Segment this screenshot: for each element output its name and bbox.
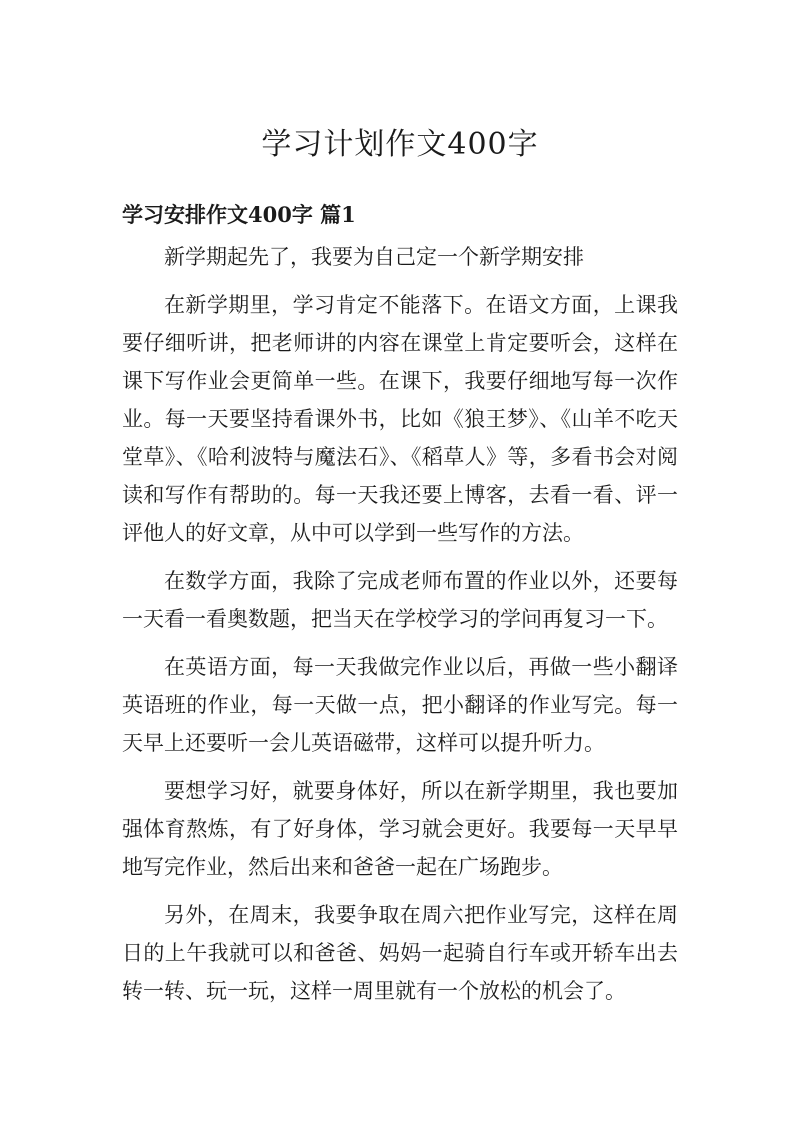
text-line: 评他人的好文章，从中可以学到一些写作的方法。 <box>122 521 584 545</box>
text-line: 天早上还要听一会儿英语磁带，这样可以提升听力。 <box>122 731 605 755</box>
paragraph <box>122 238 678 276</box>
text-line: 英语班的作业，每一天做一点，把小翻译的作业写完。每一 <box>122 693 678 717</box>
text-line: 课下写作业会更简单一些。在课下，我要仔细地写每一次作 <box>122 369 678 393</box>
text-line: 要想学习好，就要身体好，所以在新学期里，我也要加 <box>164 779 678 803</box>
paragraph <box>122 648 678 762</box>
text-line: 另外，在周末，我要争取在周六把作业写完，这样在周 <box>164 903 678 927</box>
section-heading: 学习安排作文400字 篇1 <box>122 202 356 227</box>
paragraph <box>122 896 678 1010</box>
text-line: 读和写作有帮助的。每一天我还要上博客，去看一看、评一 <box>122 483 678 507</box>
document-title: 学习计划作文400字 <box>261 127 539 162</box>
text-line: 堂草》、《哈利波特与魔法石》、《稻草人》等，多看书会对阅 <box>122 445 678 469</box>
text-line: 转一转、玩一玩，这样一周里就有一个放松的机会了。 <box>122 979 626 1003</box>
text-line: 地写完作业，然后出来和爸爸一起在广场跑步。 <box>122 855 563 879</box>
text-line: 在英语方面，每一天我做完作业以后，再做一些小翻译 <box>164 655 678 679</box>
paragraph <box>122 562 678 638</box>
text-line: 日的上午我就可以和爸爸、妈妈一起骑自行车或开轿车出去 <box>122 941 678 965</box>
text-line: 在新学期里，学习肯定不能落下。在语文方面，上课我 <box>164 293 678 317</box>
paragraph <box>122 772 678 886</box>
document-body <box>122 238 678 1020</box>
text-line: 在数学方面，我除了完成老师布置的作业以外，还要每 <box>164 569 678 593</box>
text-line: 业。每一天要坚持看课外书，比如《狼王梦》、《山羊不吃天 <box>122 407 678 431</box>
text-line: 强体育熬炼，有了好身体，学习就会更好。我要每一天早早 <box>122 817 678 841</box>
paragraph <box>122 286 678 552</box>
text-line: 新学期起先了，我要为自己定一个新学期安排 <box>164 245 584 269</box>
text-line: 要仔细听讲，把老师讲的内容在课堂上肯定要听会，这样在 <box>122 331 678 355</box>
text-line: 一天看一看奥数题，把当天在学校学习的学问再复习一下。 <box>122 607 668 631</box>
